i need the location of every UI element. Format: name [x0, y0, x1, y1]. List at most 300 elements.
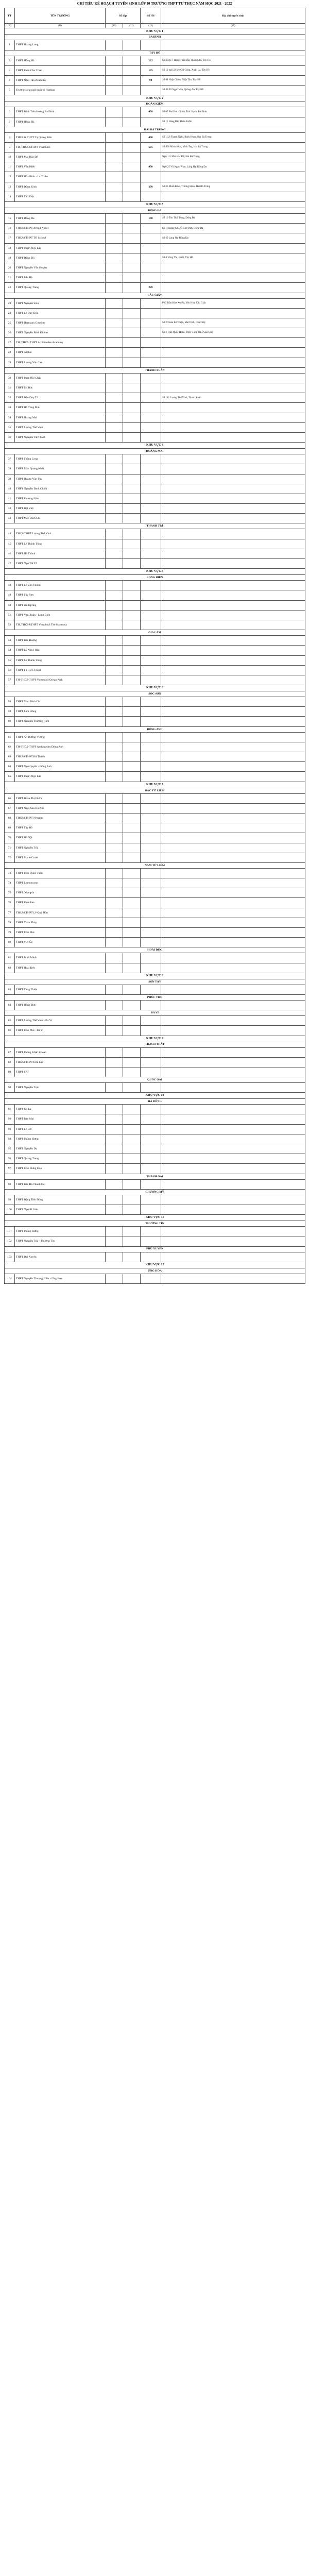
school-name: THPT Phạm Ngũ Lão	[15, 772, 106, 782]
class-count-a	[106, 484, 123, 494]
district-row	[5, 994, 305, 1000]
table-row	[5, 1047, 305, 1057]
student-quota	[141, 888, 161, 898]
row-number: 103	[5, 1252, 15, 1262]
school-address: Số 67 Phó Đức Chính, Trúc Bạch, Ba Đình	[161, 107, 305, 117]
student-quota	[141, 918, 161, 927]
school-address	[161, 273, 305, 283]
student-quota: 135	[141, 65, 161, 75]
student-quota	[141, 403, 161, 413]
district-row	[5, 1042, 305, 1047]
student-quota	[141, 636, 161, 646]
school-address	[161, 1274, 305, 1283]
table-row	[5, 393, 305, 403]
school-address	[161, 762, 305, 772]
student-quota	[141, 529, 161, 539]
school-address	[161, 823, 305, 833]
class-count-b	[123, 636, 141, 646]
student-quota	[141, 1236, 161, 1246]
student-quota	[141, 504, 161, 514]
table-row	[5, 665, 305, 675]
school-address	[161, 717, 305, 726]
class-count-a	[106, 192, 123, 201]
student-quota	[141, 192, 161, 201]
district-label: CHƯƠNG MỸ	[5, 1189, 305, 1195]
school-address	[161, 1083, 305, 1093]
district-label: BA VÌ	[5, 1010, 305, 1016]
class-count-b	[123, 214, 141, 224]
class-count-a	[106, 1083, 123, 1093]
table-row	[5, 243, 305, 253]
column-number-row	[5, 24, 305, 28]
class-count-a	[106, 1114, 123, 1124]
row-number: 71	[5, 843, 15, 853]
school-address	[161, 192, 305, 201]
school-name: THPT Mạc Đĩnh Chi	[15, 697, 106, 707]
row-number: 98	[5, 1179, 15, 1189]
student-quota	[141, 1047, 161, 1057]
district-row	[5, 50, 305, 56]
district-label: SƠN TÂY	[5, 979, 305, 985]
row-number: 12	[5, 172, 15, 182]
student-quota	[141, 985, 161, 994]
table-row	[5, 529, 305, 539]
school-address	[161, 843, 305, 853]
district-label: THƯỜNG TÍN	[5, 1221, 305, 1227]
class-count-b	[123, 454, 141, 464]
class-count-b	[123, 263, 141, 273]
class-count-a	[106, 40, 123, 50]
school-name: THPT Nguyễn Thượng Hiền - Ứng Hòa	[15, 1274, 106, 1283]
region-label: KHU VỰC 12	[5, 1262, 305, 1268]
table-row	[5, 803, 305, 813]
district-label: NAM TỪ LIÊM	[5, 862, 305, 868]
table-row	[5, 1179, 305, 1189]
class-count-a	[106, 263, 123, 273]
class-count-a	[106, 162, 123, 172]
school-name: THPT Phùng Hưng	[15, 1227, 106, 1236]
school-address	[161, 539, 305, 549]
school-name: THPT Lê Quý Đôn	[15, 308, 106, 318]
student-quota	[141, 610, 161, 620]
header-stt: TT	[5, 8, 15, 24]
row-number: 75	[5, 888, 15, 898]
class-count-b	[123, 1057, 141, 1067]
class-count-b	[123, 878, 141, 888]
district-label: ĐỐNG ĐA	[5, 208, 305, 214]
district-label: QUỐC OAI	[5, 1077, 305, 1083]
class-count-b	[123, 338, 141, 348]
student-quota	[141, 793, 161, 803]
student-quota	[141, 646, 161, 655]
class-count-b	[123, 75, 141, 85]
class-count-a	[106, 868, 123, 878]
class-count-b	[123, 1236, 141, 1246]
table-row	[5, 1114, 305, 1124]
class-count-b	[123, 413, 141, 422]
table-row	[5, 1164, 305, 1174]
school-name: THPT Xuân Thủy	[15, 918, 106, 927]
class-count-b	[123, 590, 141, 600]
row-number: 53	[5, 636, 15, 646]
school-name: THPT Ngôi Sao Hà Nội	[15, 803, 106, 813]
class-count-a	[106, 298, 123, 308]
school-address	[161, 898, 305, 908]
school-address	[161, 549, 305, 558]
table-row	[5, 559, 305, 569]
row-number: 48	[5, 581, 15, 590]
student-quota	[141, 697, 161, 707]
class-count-a	[106, 1016, 123, 1026]
table-row	[5, 697, 305, 707]
school-name: THPT Tùng Thiện	[15, 985, 106, 994]
table-row	[5, 117, 305, 127]
class-count-a	[106, 1105, 123, 1114]
class-count-b	[123, 1144, 141, 1154]
table-row	[5, 86, 305, 95]
row-number: 38	[5, 464, 15, 474]
class-count-b	[123, 1124, 141, 1134]
school-address: Số 6 ngõ 7 Đặng Thai Mai, Quảng An, Tây Hồ	[161, 56, 305, 65]
row-number: 51	[5, 610, 15, 620]
class-count-b	[123, 474, 141, 484]
school-address	[161, 1067, 305, 1077]
row-number: 14	[5, 192, 15, 201]
class-count-b	[123, 610, 141, 620]
row-number: 63	[5, 752, 15, 762]
student-quota	[141, 953, 161, 963]
class-count-b	[123, 117, 141, 127]
class-count-b	[123, 908, 141, 918]
school-address	[161, 403, 305, 413]
class-count-a	[106, 56, 123, 65]
row-number: 24	[5, 308, 15, 318]
student-quota	[141, 1105, 161, 1114]
school-address	[161, 600, 305, 610]
student-quota	[141, 1227, 161, 1236]
class-count-b	[123, 283, 141, 293]
school-name: THPT Hồ Tùng Mậu	[15, 403, 106, 413]
table-row	[5, 717, 305, 726]
school-address	[161, 308, 305, 318]
school-name: THPT Nguyễn Du	[15, 1144, 106, 1154]
class-count-b	[123, 843, 141, 853]
table-row	[5, 484, 305, 494]
school-address	[161, 697, 305, 707]
school-address	[161, 868, 305, 878]
row-number: 90	[5, 1083, 15, 1093]
district-row	[5, 1246, 305, 1252]
row-number: 62	[5, 742, 15, 752]
school-name: THPT Xa La	[15, 1105, 106, 1114]
district-label: HOÀNG MAI	[5, 449, 305, 454]
class-count-a	[106, 1026, 123, 1036]
class-count-a	[106, 665, 123, 675]
row-number: 27	[5, 338, 15, 348]
class-count-a	[106, 422, 123, 432]
class-count-a	[106, 581, 123, 590]
class-count-b	[123, 1195, 141, 1205]
class-count-b	[123, 717, 141, 726]
class-count-b	[123, 963, 141, 973]
school-name: THPT Tây Đô	[15, 823, 106, 833]
region-label: KHU VỰC 11	[5, 1215, 305, 1221]
table-row	[5, 504, 305, 514]
row-number: 76	[5, 898, 15, 908]
student-quota	[141, 1164, 161, 1174]
class-count-b	[123, 918, 141, 927]
class-count-a	[106, 898, 123, 908]
class-count-b	[123, 581, 141, 590]
student-quota: 450	[141, 162, 161, 172]
school-name: THPT Bình Minh	[15, 953, 106, 963]
class-count-b	[123, 853, 141, 862]
school-name: THPT Trần Hưng Đạo	[15, 1164, 106, 1174]
class-count-b	[123, 772, 141, 782]
row-number: 4	[5, 75, 15, 85]
school-address	[161, 529, 305, 539]
region-label: KHU VỰC 3	[5, 202, 305, 208]
class-count-b	[123, 600, 141, 610]
student-quota	[141, 1083, 161, 1093]
class-count-b	[123, 298, 141, 308]
student-quota	[141, 1016, 161, 1026]
class-count-b	[123, 1274, 141, 1283]
student-quota	[141, 514, 161, 523]
table-row	[5, 1252, 305, 1262]
row-number: 104	[5, 1274, 15, 1283]
class-count-b	[123, 752, 141, 762]
row-number: 85	[5, 1016, 15, 1026]
student-quota	[141, 1274, 161, 1283]
school-name: THCS&THPT Hà Thành	[15, 752, 106, 762]
table-row	[5, 273, 305, 283]
region-row	[5, 685, 305, 691]
row-number: 88	[5, 1057, 15, 1067]
school-address	[161, 474, 305, 484]
row-number: 69	[5, 823, 15, 833]
class-count-b	[123, 152, 141, 162]
class-count-a	[106, 752, 123, 762]
class-count-b	[123, 1026, 141, 1036]
school-address	[161, 707, 305, 717]
school-address	[161, 494, 305, 503]
school-address	[161, 665, 305, 675]
class-count-a	[106, 985, 123, 994]
school-name: THPT Lê Thánh Tông	[15, 655, 106, 665]
class-count-b	[123, 620, 141, 630]
region-row	[5, 443, 305, 449]
school-address	[161, 1105, 305, 1114]
class-count-a	[106, 707, 123, 717]
row-number: 49	[5, 590, 15, 600]
class-count-a	[106, 772, 123, 782]
class-count-a	[106, 224, 123, 233]
col-number: (10)	[106, 24, 123, 28]
class-count-a	[106, 803, 123, 813]
class-count-a	[106, 464, 123, 474]
school-address: Số 2 Doãn Kế Thiện, Mai Dịch, Cầu Giấy	[161, 318, 305, 328]
school-name: THCS&THPT Alfred Nobel	[15, 224, 106, 233]
student-quota	[141, 752, 161, 762]
school-name: THPT Hồng Đức	[15, 1000, 106, 1010]
school-name: THPT Đào Duy Từ	[15, 393, 106, 403]
district-row	[5, 862, 305, 868]
table-row	[5, 1134, 305, 1144]
class-count-b	[123, 1047, 141, 1057]
table-row	[5, 233, 305, 243]
school-name: THCS&THPT TH School	[15, 233, 106, 243]
row-number: 100	[5, 1205, 15, 1214]
table-row	[5, 1083, 305, 1093]
class-count-a	[106, 1067, 123, 1077]
class-count-a	[106, 646, 123, 655]
row-number: 92	[5, 1114, 15, 1124]
class-count-b	[123, 494, 141, 503]
region-row	[5, 1262, 305, 1268]
class-count-a	[106, 1205, 123, 1214]
student-quota	[141, 224, 161, 233]
class-count-b	[123, 393, 141, 403]
class-count-a	[106, 1124, 123, 1134]
student-quota	[141, 675, 161, 685]
region-label: KHU VỰC 6	[5, 685, 305, 691]
class-count-b	[123, 308, 141, 318]
row-number: 47	[5, 559, 15, 569]
student-quota	[141, 328, 161, 338]
row-number: 16	[5, 224, 15, 233]
row-number: 68	[5, 813, 15, 823]
class-count-b	[123, 383, 141, 393]
school-address	[161, 40, 305, 50]
table-row	[5, 383, 305, 393]
class-count-b	[123, 697, 141, 707]
student-quota	[141, 655, 161, 665]
table-row	[5, 162, 305, 172]
row-number: 25	[5, 318, 15, 328]
student-quota: 450	[141, 132, 161, 142]
school-name: THPT Việt Úc	[15, 938, 106, 947]
school-name: THPT Lam Hồng	[15, 707, 106, 717]
class-count-a	[106, 823, 123, 833]
district-label: TÂY HỒ	[5, 50, 305, 56]
school-name: THPT Đại Việt	[15, 504, 106, 514]
table-row	[5, 918, 305, 927]
admission-table	[4, 8, 305, 1284]
school-address	[161, 655, 305, 665]
student-quota	[141, 1124, 161, 1134]
row-number: 37	[5, 454, 15, 464]
district-row	[5, 449, 305, 454]
student-quota	[141, 1057, 161, 1067]
class-count-a	[106, 1236, 123, 1246]
table-row	[5, 1067, 305, 1077]
class-count-b	[123, 243, 141, 253]
class-count-a	[106, 1047, 123, 1057]
school-name: THPT Ngô Sĩ Liên	[15, 1205, 106, 1214]
class-count-b	[123, 224, 141, 233]
row-number: 33	[5, 403, 15, 413]
student-quota	[141, 908, 161, 918]
class-count-a	[106, 843, 123, 853]
col-number: (17)	[161, 24, 305, 28]
student-quota	[141, 742, 161, 752]
school-address	[161, 514, 305, 523]
class-count-a	[106, 539, 123, 549]
student-quota	[141, 581, 161, 590]
school-address	[161, 1236, 305, 1246]
table-row	[5, 707, 305, 717]
school-address	[161, 610, 305, 620]
district-label: SÓC SƠN	[5, 691, 305, 697]
table-row	[5, 1144, 305, 1154]
school-name: THPT Marie Curie	[15, 853, 106, 862]
table-row	[5, 833, 305, 843]
student-quota	[141, 559, 161, 569]
district-row	[5, 1099, 305, 1105]
class-count-b	[123, 985, 141, 994]
table-row	[5, 636, 305, 646]
student-quota: 225	[141, 56, 161, 65]
row-number: 64	[5, 762, 15, 772]
school-address: Số 1 Hoàng Cầu, Ô Chợ Dừa, Đống Đa	[161, 224, 305, 233]
school-address	[161, 1114, 305, 1124]
class-count-b	[123, 1179, 141, 1189]
school-name: THPT Lương Văn Can	[15, 358, 106, 367]
document-title: CHỈ TIÊU KẾ HOẠCH TUYỂN SINH LỚP 10 TRƯỜNG THPT TƯ THỤC NĂM HỌC 2021 - 2022	[77, 2, 232, 6]
table-row	[5, 192, 305, 201]
school-name: THCS&THPT Lê Quý Đôn	[15, 908, 106, 918]
table-row	[5, 298, 305, 308]
row-number: 40	[5, 484, 15, 494]
row-number: 91	[5, 1105, 15, 1114]
district-label: CẦU GIẤY	[5, 293, 305, 298]
school-name: THPT Phenikaa	[15, 898, 106, 908]
header-name: TÊN TRƯỜNG	[15, 8, 106, 24]
row-number: 81	[5, 953, 15, 963]
district-row	[5, 208, 305, 214]
row-number: 73	[5, 868, 15, 878]
school-address	[161, 953, 305, 963]
school-name: THPT Trí Đức	[15, 383, 106, 393]
student-quota	[141, 898, 161, 908]
student-quota	[141, 878, 161, 888]
class-count-a	[106, 636, 123, 646]
table-body	[5, 28, 305, 1284]
table-row	[5, 283, 305, 293]
school-address	[161, 1144, 305, 1154]
row-number: 72	[5, 853, 15, 862]
row-number: 101	[5, 1227, 15, 1236]
district-row	[5, 1174, 305, 1179]
school-name: THPT Lương Thế Vinh - Ba Vì	[15, 1016, 106, 1026]
table-row	[5, 403, 305, 413]
class-count-b	[123, 529, 141, 539]
student-quota: 270	[141, 182, 161, 192]
class-count-a	[106, 273, 123, 283]
student-quota	[141, 358, 161, 367]
school-name: THPT Lomonoxop	[15, 878, 106, 888]
school-name: THPT Văn Hiến	[15, 162, 106, 172]
school-address	[161, 908, 305, 918]
school-name: THPT Đinh Tiên Hoàng Ba Đình	[15, 107, 106, 117]
row-number: 30	[5, 373, 15, 383]
class-count-a	[106, 172, 123, 182]
class-count-b	[123, 132, 141, 142]
table-row	[5, 843, 305, 853]
student-quota: 180	[141, 214, 161, 224]
class-count-a	[106, 283, 123, 293]
